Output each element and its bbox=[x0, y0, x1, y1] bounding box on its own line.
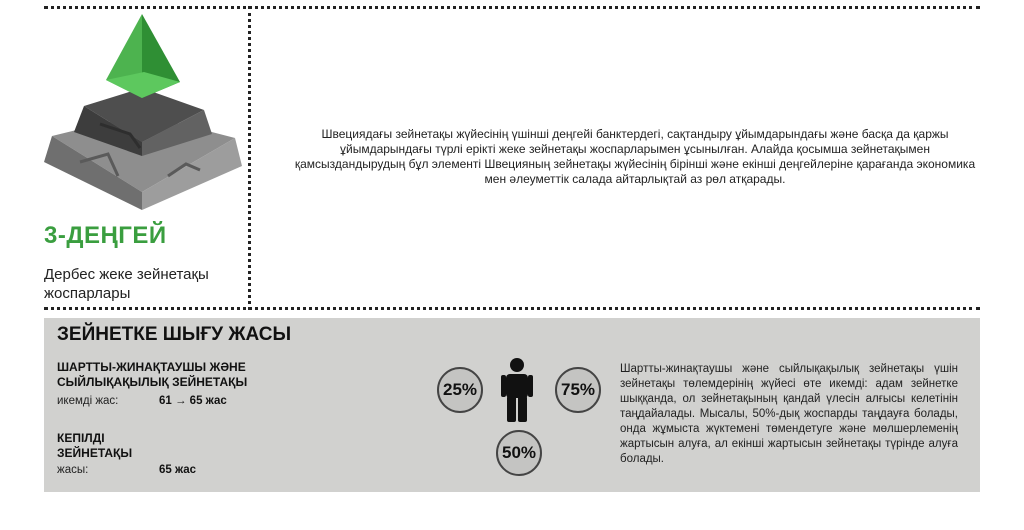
person-icon bbox=[501, 358, 533, 422]
level-title: 3-ДЕҢГЕЙ bbox=[44, 222, 167, 249]
category-title-1 bbox=[57, 360, 247, 390]
category-title-1-line2: СЫЙЛЫҚАҚЫЛЫҚ ЗЕЙНЕТАҚЫ bbox=[57, 375, 248, 389]
panel-title: ЗЕЙНЕТКЕ ШЫҒУ ЖАСЫ bbox=[57, 324, 292, 345]
category-title-2-line2: ЗЕЙНЕТАҚЫ bbox=[57, 446, 133, 460]
category-title-2 bbox=[57, 431, 132, 461]
level-subtitle: Дербес жеке зейнетақы жоспарлары bbox=[44, 266, 209, 302]
percent-75-badge: 75% bbox=[555, 367, 601, 413]
percent-25-badge: 25% bbox=[437, 367, 483, 413]
category-1-label: икемді жас: bbox=[57, 395, 119, 407]
retirement-explanation: Шартты-жинақтаушы және сыйлықақылық зейнетақы үшін зейнетақы төлемдерінің жүйесі өте икемді: адам зейнетке шыққанда, ол зейнетақының қандай үлесін алғысы келетінін таңдайалады. Мысалы, 50%-дық жоспарды таңдауға болады, онда жұмыста жүктемені төмендетуге және мөлшерлеменің жартысын алуға, ал екінші жартысын зейнетақы түрінде алуға болады. bbox=[620, 363, 958, 465]
category-2-label: жасы: bbox=[57, 464, 89, 476]
category-title-1-line1: ШАРТТЫ-ЖИНАҚТАУШЫ ЖӘНЕ bbox=[57, 360, 246, 374]
category-1-value: 61 → 65 жас bbox=[159, 395, 227, 407]
pyramid-icon bbox=[40, 14, 245, 214]
category-2-value: 65 жас bbox=[159, 464, 197, 476]
percent-50-badge: 50% bbox=[496, 430, 542, 476]
retirement-age-panel bbox=[44, 318, 980, 492]
level-description: Швециядағы зейнетақы жүйесінің үшінші деңгейі банктердегі, сақтандыру ұйымдарындағы және басқа да қаржы ұйымдарындағы түрлі ерікті жеке зейнетақы жоспарларымен ұсынылған. Алайда қосымша зейнетақымен қамсыздандырудың бұл элементі Швецияның зейнетақы жүйесінің бірінші және екінші деңгейлеріне қарағанда экономика мен әлеуметтік салада айтарлықтай аз рөл атқарады. bbox=[294, 127, 976, 186]
top-divider bbox=[44, 6, 980, 9]
middle-divider bbox=[44, 307, 980, 310]
category-title-2-line1: КЕПІЛДІ bbox=[57, 431, 105, 445]
vertical-divider bbox=[248, 6, 251, 310]
